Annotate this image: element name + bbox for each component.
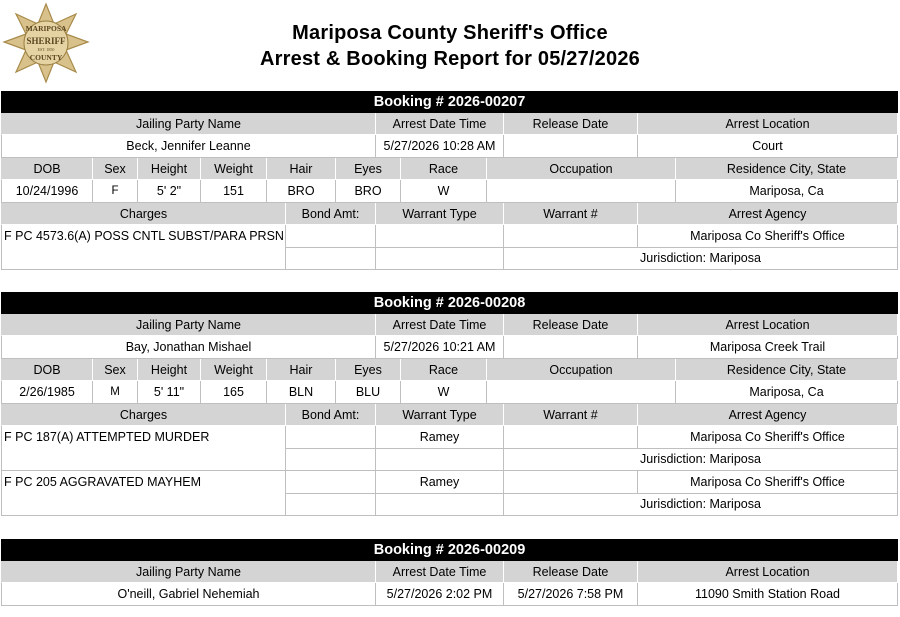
- label-residence: Residence City, State: [676, 158, 898, 180]
- jurisdiction: Jurisdiction: Mariposa: [504, 449, 898, 472]
- jailing-party-name: O'neill, Gabriel Nehemiah: [1, 583, 376, 606]
- label-arrest-location: Arrest Location: [638, 561, 898, 583]
- dob: 10/24/1996: [1, 180, 93, 203]
- residence: Mariposa, Ca: [676, 180, 898, 203]
- release-date: [504, 336, 638, 359]
- bond-amt-blank: [286, 248, 376, 271]
- label-dob: DOB: [1, 359, 93, 381]
- label-release-date: Release Date: [504, 314, 638, 336]
- eyes: BLU: [336, 381, 401, 404]
- release-date: 5/27/2026 7:58 PM: [504, 583, 638, 606]
- label-occupation: Occupation: [487, 359, 676, 381]
- svg-text:COUNTY: COUNTY: [29, 53, 63, 62]
- report-subtitle: Arrest & Booking Report for 05/27/2026: [260, 48, 640, 70]
- label-eyes: Eyes: [336, 158, 401, 180]
- sex: M: [93, 381, 138, 404]
- label-residence: Residence City, State: [676, 359, 898, 381]
- report-title: Mariposa County Sheriff's Office: [292, 22, 608, 44]
- label-warrant-type: Warrant Type: [376, 203, 504, 225]
- label-sex: Sex: [93, 359, 138, 381]
- height: 5' 2": [138, 180, 201, 203]
- hair: BRO: [267, 180, 336, 203]
- eyes: BRO: [336, 180, 401, 203]
- label-release-date: Release Date: [504, 113, 638, 135]
- bond-amt: [286, 225, 376, 248]
- label-hair: Hair: [267, 158, 336, 180]
- arrest-location: Mariposa Creek Trail: [638, 336, 898, 359]
- bond-amt-blank: [286, 494, 376, 517]
- warrant-type-blank: [376, 494, 504, 517]
- arrest-date-time: 5/27/2026 2:02 PM: [376, 583, 504, 606]
- booking-card: [0, 539, 898, 606]
- label-arrest-location: Arrest Location: [638, 314, 898, 336]
- warrant-type-blank: [376, 248, 504, 271]
- report-header: [0, 0, 900, 90]
- label-bond-amt: Bond Amt:: [286, 404, 376, 426]
- arrest-date-time: 5/27/2026 10:28 AM: [376, 135, 504, 158]
- weight: 151: [201, 180, 267, 203]
- label-race: Race: [401, 359, 487, 381]
- charge-description: F PC 4573.6(A) POSS CNTL SUBST/PARA PRSN: [1, 225, 286, 270]
- label-hair: Hair: [267, 359, 336, 381]
- occupation: [487, 381, 676, 404]
- arrest-agency: Mariposa Co Sheriff's Office: [638, 225, 898, 248]
- svg-text:EST. 1850: EST. 1850: [37, 47, 55, 52]
- bond-amt-blank: [286, 449, 376, 472]
- charge-description: F PC 187(A) ATTEMPTED MURDER: [1, 426, 286, 471]
- warrant-type: Ramey: [376, 426, 504, 449]
- label-weight: Weight: [201, 359, 267, 381]
- warrant-number: [504, 471, 638, 494]
- svg-text:SHERIFF: SHERIFF: [26, 36, 66, 46]
- residence: Mariposa, Ca: [676, 381, 898, 404]
- charge-description: F PC 205 AGGRAVATED MAYHEM: [1, 471, 286, 516]
- svg-text:MARIPOSA: MARIPOSA: [25, 24, 67, 33]
- label-height: Height: [138, 158, 201, 180]
- race: W: [401, 180, 487, 203]
- bond-amt: [286, 426, 376, 449]
- label-arrest-location: Arrest Location: [638, 113, 898, 135]
- label-jailing-party: Jailing Party Name: [1, 113, 376, 135]
- label-occupation: Occupation: [487, 158, 676, 180]
- booking-number: Booking # 2026-00207: [1, 91, 898, 113]
- charge-row: [1, 225, 898, 270]
- label-jailing-party: Jailing Party Name: [1, 561, 376, 583]
- weight: 165: [201, 381, 267, 404]
- label-race: Race: [401, 158, 487, 180]
- warrant-type: [376, 225, 504, 248]
- jailing-party-name: Beck, Jennifer Leanne: [1, 135, 376, 158]
- label-charges: Charges: [1, 404, 286, 426]
- label-release-date: Release Date: [504, 561, 638, 583]
- arrest-location: Court: [638, 135, 898, 158]
- charge-row: [1, 426, 898, 471]
- warrant-type: Ramey: [376, 471, 504, 494]
- label-charges: Charges: [1, 203, 286, 225]
- label-weight: Weight: [201, 158, 267, 180]
- warrant-number: [504, 426, 638, 449]
- arrest-location: 11090 Smith Station Road: [638, 583, 898, 606]
- label-warrant-number: Warrant #: [504, 404, 638, 426]
- jailing-party-name: Bay, Jonathan Mishael: [1, 336, 376, 359]
- release-date: [504, 135, 638, 158]
- booking-number: Booking # 2026-00208: [1, 292, 898, 314]
- bond-amt: [286, 471, 376, 494]
- sex: F: [93, 180, 138, 203]
- booking-number: Booking # 2026-00209: [1, 539, 898, 561]
- label-arrest-date-time: Arrest Date Time: [376, 113, 504, 135]
- label-arrest-agency: Arrest Agency: [638, 404, 898, 426]
- jurisdiction: Jurisdiction: Mariposa: [504, 248, 898, 271]
- dob: 2/26/1985: [1, 381, 93, 404]
- label-dob: DOB: [1, 158, 93, 180]
- warrant-number: [504, 225, 638, 248]
- jurisdiction: Jurisdiction: Mariposa: [504, 494, 898, 517]
- label-arrest-agency: Arrest Agency: [638, 203, 898, 225]
- label-arrest-date-time: Arrest Date Time: [376, 314, 504, 336]
- occupation: [487, 180, 676, 203]
- label-eyes: Eyes: [336, 359, 401, 381]
- label-height: Height: [138, 359, 201, 381]
- label-arrest-date-time: Arrest Date Time: [376, 561, 504, 583]
- booking-card: [0, 292, 898, 516]
- booking-card: [0, 91, 898, 270]
- label-jailing-party: Jailing Party Name: [1, 314, 376, 336]
- arrest-agency: Mariposa Co Sheriff's Office: [638, 471, 898, 494]
- warrant-type-blank: [376, 449, 504, 472]
- label-warrant-type: Warrant Type: [376, 404, 504, 426]
- charge-row: [1, 471, 898, 516]
- arrest-date-time: 5/27/2026 10:21 AM: [376, 336, 504, 359]
- height: 5' 11": [138, 381, 201, 404]
- hair: BLN: [267, 381, 336, 404]
- arrest-agency: Mariposa Co Sheriff's Office: [638, 426, 898, 449]
- label-warrant-number: Warrant #: [504, 203, 638, 225]
- label-bond-amt: Bond Amt:: [286, 203, 376, 225]
- race: W: [401, 381, 487, 404]
- label-sex: Sex: [93, 158, 138, 180]
